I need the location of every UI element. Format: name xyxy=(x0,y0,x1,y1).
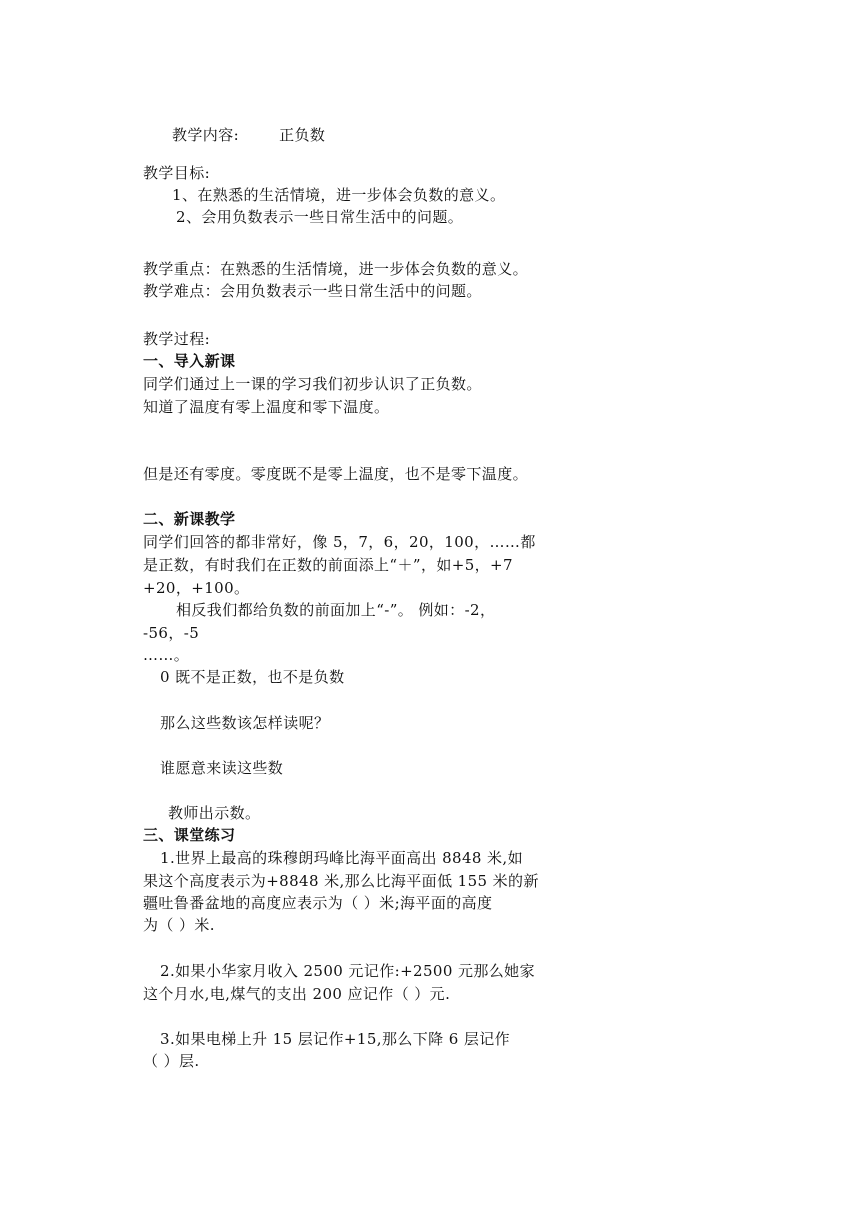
section-heading: 二、新课教学 xyxy=(143,510,236,528)
difficulty: 教学难点：会用负数表示一些日常生活中的问题。 xyxy=(143,282,482,300)
paragraph-line: 同学们通过上一课的学习我们初步认识了正负数。 xyxy=(143,375,482,393)
section-heading: 三、课堂练习 xyxy=(143,826,236,844)
exercise-line: （ ）层. xyxy=(143,1052,200,1070)
paragraph-line: 同学们回答的都非常好，像 5，7，6，20，100，……都 xyxy=(143,533,536,551)
paragraph-line: 但是还有零度。零度既不是零上温度，也不是零下温度。 xyxy=(143,465,529,483)
section-heading: 一、导入新课 xyxy=(143,352,236,370)
content-value: 正负数 xyxy=(279,126,326,144)
exercise-line: 这个月水,电,煤气的支出 200 应记作（ ）元. xyxy=(143,985,451,1003)
paragraph-line: 那么这些数该怎样读呢？ xyxy=(160,714,330,732)
paragraph-line: -56，-5 xyxy=(143,624,200,642)
paragraph-line: 0 既不是正数，也不是负数 xyxy=(160,668,345,686)
content-line xyxy=(172,124,325,146)
goals-title: 教学目标: xyxy=(143,164,211,182)
goal-item: 2、会用负数表示一些日常生活中的问题。 xyxy=(176,208,464,226)
paragraph-line: 教师出示数。 xyxy=(168,804,261,822)
paragraph-line: ……。 xyxy=(143,646,190,664)
goal-item: 1、在熟悉的生活情境，进一步体会负数的意义。 xyxy=(172,186,506,204)
exercise-line: 1.世界上最高的珠穆朗玛峰比海平面高出 8848 米,如 xyxy=(160,849,523,867)
content-label: 教学内容: xyxy=(172,126,240,144)
paragraph-line: 知道了温度有零上温度和零下温度。 xyxy=(143,398,390,416)
paragraph-line: 相反我们都给负数的前面加上“-”。 例如：-2， xyxy=(176,601,496,619)
exercise-line: 3.如果电梯上升 15 层记作+15,那么下降 6 层记作 xyxy=(160,1030,511,1048)
paragraph-line: +20，+100。 xyxy=(143,579,250,597)
exercise-line: 疆吐鲁番盆地的高度应表示为（ ）米;海平面的高度 xyxy=(143,894,493,912)
process-title: 教学过程: xyxy=(143,330,211,348)
exercise-line: 果这个高度表示为+8848 米,那么比海平面低 155 米的新 xyxy=(143,872,539,890)
paragraph-line: 是正数，有时我们在正数的前面添上“＋”，如+5，+7 xyxy=(143,556,513,574)
key-point: 教学重点：在熟悉的生活情境，进一步体会负数的意义。 xyxy=(143,260,529,278)
exercise-line: 为（ ）米. xyxy=(143,916,215,934)
paragraph-line: 谁愿意来读这些数 xyxy=(160,759,284,777)
exercise-line: 2.如果小华家月收入 2500 元记作:+2500 元那么她家 xyxy=(160,962,535,980)
